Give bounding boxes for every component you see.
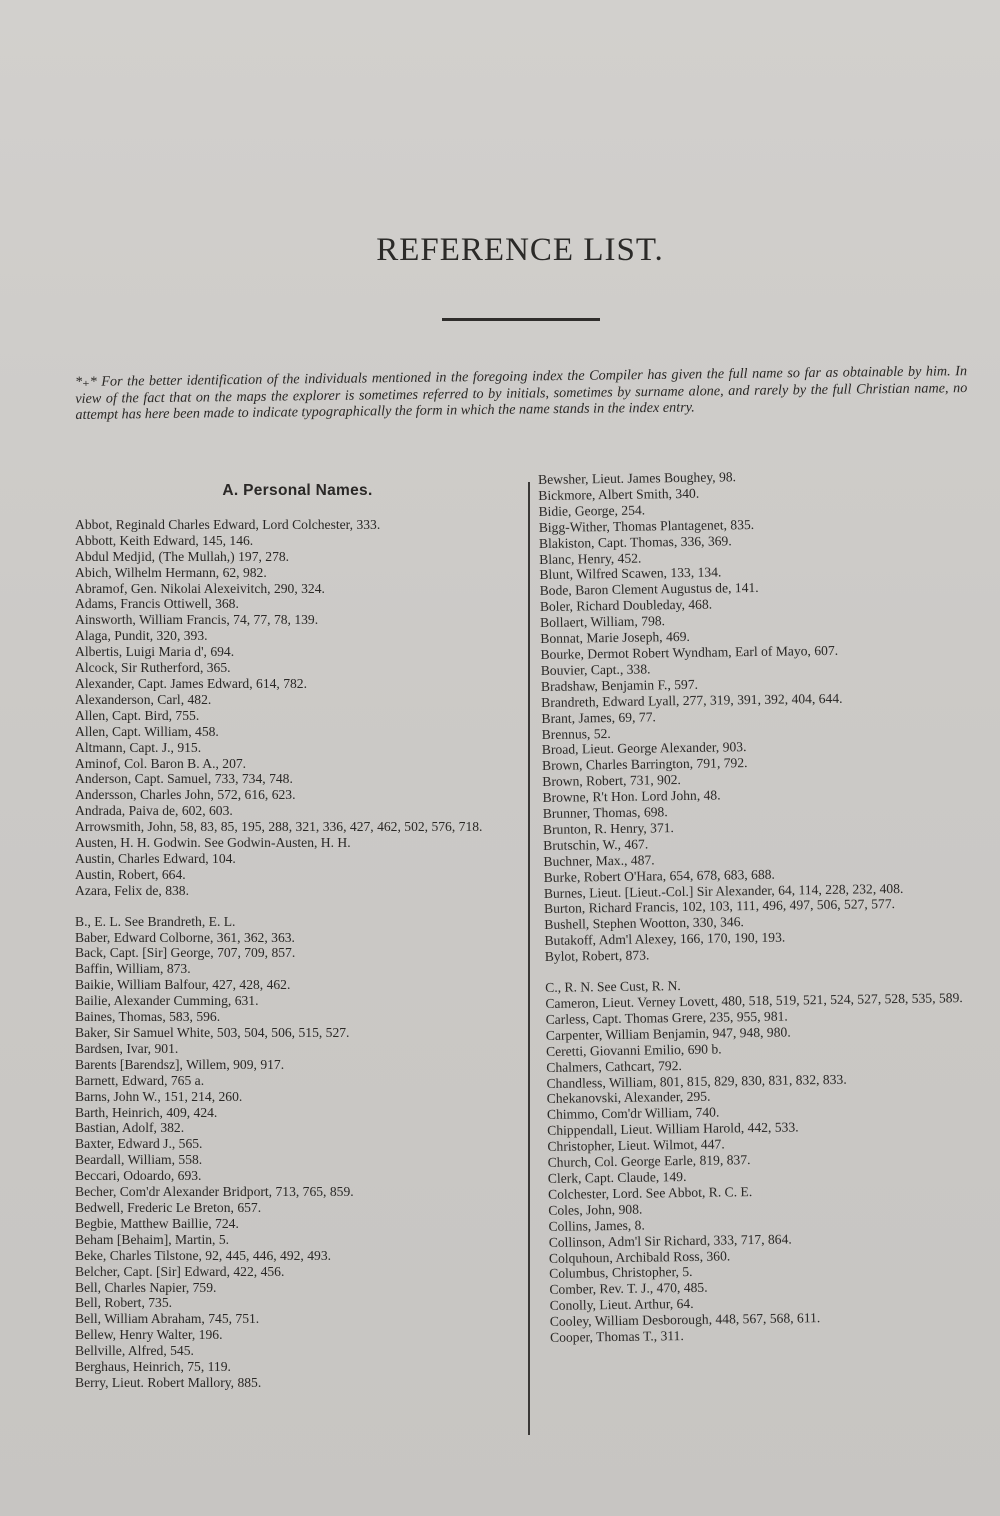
index-entry: Austen, H. H. Godwin. See Godwin-Austen, H. H. bbox=[75, 835, 351, 851]
index-entry: Barents [Barendsz], Willem, 909, 917. bbox=[75, 1056, 285, 1072]
column-divider bbox=[528, 482, 530, 1435]
index-entry: Barth, Heinrich, 409, 424. bbox=[75, 1104, 218, 1120]
index-entry: Abbott, Keith Edward, 145, 146. bbox=[75, 532, 254, 548]
index-entry: Barnett, Edward, 765 a. bbox=[75, 1072, 205, 1088]
index-entry: Allen, Capt. Bird, 755. bbox=[75, 707, 200, 723]
index-entry: Baikie, William Balfour, 427, 428, 462. bbox=[75, 977, 291, 993]
index-entry: Berry, Lieut. Robert Mallory, 885. bbox=[75, 1374, 262, 1390]
index-entry: Clerk, Capt. Claude, 149. bbox=[547, 1168, 687, 1186]
index-entry: Austin, Charles Edward, 104. bbox=[75, 850, 236, 866]
index-entry: Coles, John, 908. bbox=[548, 1201, 643, 1218]
index-entry: Bell, William Abraham, 745, 751. bbox=[75, 1311, 260, 1327]
index-entry: Chimmo, Com'dr William, 740. bbox=[546, 1104, 720, 1123]
right-entry-list bbox=[538, 466, 980, 1346]
index-entry: Beke, Charles Tilstone, 92, 445, 446, 492, 493. bbox=[75, 1247, 332, 1263]
index-entry: Baxter, Edward J., 565. bbox=[75, 1136, 203, 1152]
index-entry: Abich, Wilhelm Hermann, 62, 982. bbox=[75, 564, 267, 580]
index-entry: Andersson, Charles John, 572, 616, 623. bbox=[75, 787, 296, 803]
index-entry: Burnes, Lieut. [Lieut.-Col.] Sir Alexander, 64, 114, 228, 232, 408. bbox=[543, 880, 904, 901]
section-heading: A. Personal Names. bbox=[222, 482, 373, 499]
index-entry: Baker, Sir Samuel White, 503, 504, 506, 515, 527. bbox=[75, 1025, 350, 1040]
index-entry: Anderson, Capt. Samuel, 733, 734, 748. bbox=[75, 771, 293, 787]
index-entry: Colquhoun, Archibald Ross, 360. bbox=[548, 1247, 731, 1266]
index-entry: Alcock, Sir Rutherford, 365. bbox=[75, 660, 231, 676]
index-entry: Back, Capt. [Sir] George, 707, 709, 857. bbox=[75, 945, 296, 961]
index-entry: Blanc, Henry, 452. bbox=[539, 550, 642, 567]
index-entry: Bedwell, Frederic Le Breton, 657. bbox=[75, 1199, 262, 1215]
index-entry: Bardsen, Ivar, 901. bbox=[75, 1040, 179, 1056]
index-entry: Becher, Com'dr Alexander Bridport, 713, 765, 859. bbox=[75, 1184, 354, 1200]
left-entry-list bbox=[75, 517, 520, 1391]
index-entry: Comber, Rev. T. J., 470, 485. bbox=[549, 1280, 708, 1298]
index-entry: Brandreth, Edward Lyall, 277, 319, 391, 392, 404, 644. bbox=[541, 690, 843, 710]
index-entry: Conolly, Lieut. Arthur, 64. bbox=[549, 1296, 694, 1314]
index-entry: Barns, John W., 151, 214, 260. bbox=[75, 1088, 243, 1104]
intro-note: *₊* For the better identification of the individuals mentioned in the foregoing index the Compiler has given the full name so far as obtainable by him. In view of the fact that on the maps the explorer is sometimes referred to by initials, sometimes by surname alone, and rarely by the full Christian name, no attempt has here been made to indicate typographically the form in which the name stands in the index entry. bbox=[75, 363, 968, 423]
index-entry: B., E. L. See Brandreth, E. L. bbox=[75, 913, 236, 929]
index-entry: Abdul Medjid, (The Mullah,) 197, 278. bbox=[75, 548, 290, 564]
index-entry: Bourke, Dermot Robert Wyndham, Earl of Mayo, 607. bbox=[540, 642, 839, 662]
index-entry: Albertis, Luigi Maria d', 694. bbox=[75, 644, 235, 660]
index-entry: Aminof, Col. Baron B. A., 207. bbox=[75, 755, 247, 771]
index-entry: Collinson, Adm'l Sir Richard, 333, 717, 864. bbox=[548, 1231, 792, 1250]
index-entry: Blunt, Wilfred Scawen, 133, 134. bbox=[539, 564, 722, 583]
index-entry: Brown, Robert, 731, 902. bbox=[542, 772, 681, 790]
index-entry: Colchester, Lord. See Abbot, R. C. E. bbox=[547, 1183, 753, 1202]
index-entry: Altmann, Capt. J., 915. bbox=[75, 739, 202, 755]
index-entry: Alexander, Capt. James Edward, 614, 782. bbox=[75, 675, 308, 691]
index-entry: Bickmore, Albert Smith, 340. bbox=[538, 485, 700, 503]
index-entry: Brunton, R. Henry, 371. bbox=[542, 820, 674, 837]
index-entry: Beccari, Odoardo, 693. bbox=[75, 1168, 202, 1184]
index-entry: Adams, Francis Ottiwell, 368. bbox=[75, 596, 239, 612]
index-entry: Abbot, Reginald Charles Edward, Lord Colchester, 333. bbox=[75, 516, 381, 532]
index-entry: Austin, Robert, 664. bbox=[75, 866, 186, 882]
index-entry: Abramof, Gen. Nikolai Alexeivitch, 290, 324. bbox=[75, 580, 325, 596]
index-entry: Chalmers, Cathcart, 792. bbox=[546, 1057, 682, 1075]
index-entry: Carpenter, William Benjamin, 947, 948, 980. bbox=[545, 1024, 791, 1043]
index-entry: Alexanderson, Carl, 482. bbox=[75, 691, 212, 707]
index-entry: Buchner, Max., 487. bbox=[543, 852, 655, 869]
index-entry: Bonnat, Marie Joseph, 469. bbox=[540, 628, 690, 647]
index-entry: Bell, Charles Napier, 759. bbox=[75, 1279, 217, 1295]
index-entry: Chippendall, Lieut. William Harold, 442, 533. bbox=[547, 1119, 799, 1139]
index-entry: Carless, Capt. Thomas Grere, 235, 955, 981. bbox=[545, 1008, 788, 1027]
index-entry: Ainsworth, William Francis, 74, 77, 78, 139. bbox=[75, 612, 319, 628]
index-entry: Bylot, Robert, 873. bbox=[544, 947, 650, 965]
index-entry: Bradshaw, Benjamin F., 597. bbox=[540, 676, 699, 694]
index-entry: Chekanovski, Alexander, 295. bbox=[546, 1089, 711, 1107]
index-entry: C., R. N. See Cust, R. N. bbox=[545, 978, 681, 996]
index-entry: Browne, R't Hon. Lord John, 48. bbox=[542, 787, 721, 806]
title-rule bbox=[442, 318, 600, 321]
index-entry: Andrada, Paiva de, 602, 603. bbox=[75, 803, 233, 819]
index-entry: Beham [Behaim], Martin, 5. bbox=[75, 1231, 230, 1247]
right-column bbox=[538, 466, 980, 1346]
index-entry: Baines, Thomas, 583, 596. bbox=[75, 1009, 221, 1025]
index-entry: Bastian, Adolf, 382. bbox=[75, 1120, 185, 1136]
index-entry: Allen, Capt. William, 458. bbox=[75, 723, 219, 739]
index-entry: Cooley, William Desborough, 448, 567, 568, 611. bbox=[549, 1310, 821, 1330]
index-entry: Blakiston, Capt. Thomas, 336, 369. bbox=[538, 532, 732, 551]
index-entry: Broad, Lieut. George Alexander, 903. bbox=[541, 739, 747, 758]
index-entry: Chandless, William, 801, 815, 829, 830, 831, 832, 833. bbox=[546, 1071, 847, 1091]
index-entry: Bellville, Alfred, 545. bbox=[75, 1343, 194, 1359]
index-entry: Brown, Charles Barrington, 791, 792. bbox=[541, 755, 748, 774]
index-entry: Bell, Robert, 735. bbox=[75, 1295, 173, 1311]
left-column bbox=[75, 483, 520, 1391]
index-entry: Brant, James, 69, 77. bbox=[541, 708, 656, 726]
index-entry: Christopher, Lieut. Wilmot, 447. bbox=[547, 1136, 725, 1155]
index-entry: Brunner, Thomas, 698. bbox=[542, 804, 668, 821]
index-entry: Burton, Richard Francis, 102, 103, 111, 496, 497, 506, 527, 577. bbox=[543, 896, 896, 917]
index-entry: Belcher, Capt. [Sir] Edward, 422, 456. bbox=[75, 1263, 285, 1279]
index-entry: Bigg-Wither, Thomas Plantagenet, 835. bbox=[538, 516, 755, 535]
entry-gap bbox=[75, 899, 520, 914]
index-entry: Baffin, William, 873. bbox=[75, 961, 191, 977]
index-entry: Baber, Edward Colborne, 361, 362, 363. bbox=[75, 929, 295, 945]
index-entry: Butakoff, Adm'l Alexey, 166, 170, 190, 193. bbox=[544, 929, 786, 949]
index-entry: Bailie, Alexander Cumming, 631. bbox=[75, 993, 259, 1009]
index-entry: Alaga, Pundit, 320, 393. bbox=[75, 628, 208, 644]
index-entry: Bewsher, Lieut. James Boughey, 98. bbox=[538, 469, 737, 487]
index-entry: Brutschin, W., 467. bbox=[543, 836, 649, 853]
index-entry: Begbie, Matthew Baillie, 724. bbox=[75, 1215, 239, 1231]
index-entry: Columbus, Christopher, 5. bbox=[549, 1264, 693, 1282]
index-entry: Arrowsmith, John, 58, 83, 85, 195, 288, 321, 336, 427, 462, 502, 576, 718. bbox=[75, 819, 483, 835]
index-entry: Brennus, 52. bbox=[541, 725, 611, 742]
index-entry: Cooper, Thomas T., 311. bbox=[549, 1328, 684, 1345]
index-entry: Azara, Felix de, 838. bbox=[75, 882, 190, 898]
index-entry: Bellew, Henry Walter, 196. bbox=[75, 1327, 223, 1343]
index-entry: Bidie, George, 254. bbox=[538, 502, 646, 519]
index-entry: Beardall, William, 558. bbox=[75, 1152, 203, 1168]
index-entry: Bollaert, William, 798. bbox=[539, 613, 666, 631]
index-entry: Boler, Richard Doubleday, 468. bbox=[539, 596, 713, 615]
index-entry: Berghaus, Heinrich, 75, 119. bbox=[75, 1359, 231, 1375]
index-entry: Bushell, Stephen Wootton, 330, 346. bbox=[544, 914, 744, 933]
page-title: REFERENCE LIST. bbox=[376, 232, 664, 268]
index-entry: Burke, Robert O'Hara, 654, 678, 683, 688. bbox=[543, 866, 775, 885]
index-entry: Ceretti, Giovanni Emilio, 690 b. bbox=[545, 1041, 722, 1059]
index-entry: Collins, James, 8. bbox=[548, 1217, 645, 1234]
index-entry: Bode, Baron Clement Augustus de, 141. bbox=[539, 580, 759, 599]
index-entry: Bouvier, Capt., 338. bbox=[540, 661, 651, 678]
index-entry: Cameron, Lieut. Verney Lovett, 480, 518, 519, 521, 524, 527, 528, 535, 589. bbox=[545, 990, 963, 1011]
index-entry: Church, Col. George Earle, 819, 837. bbox=[547, 1152, 751, 1170]
